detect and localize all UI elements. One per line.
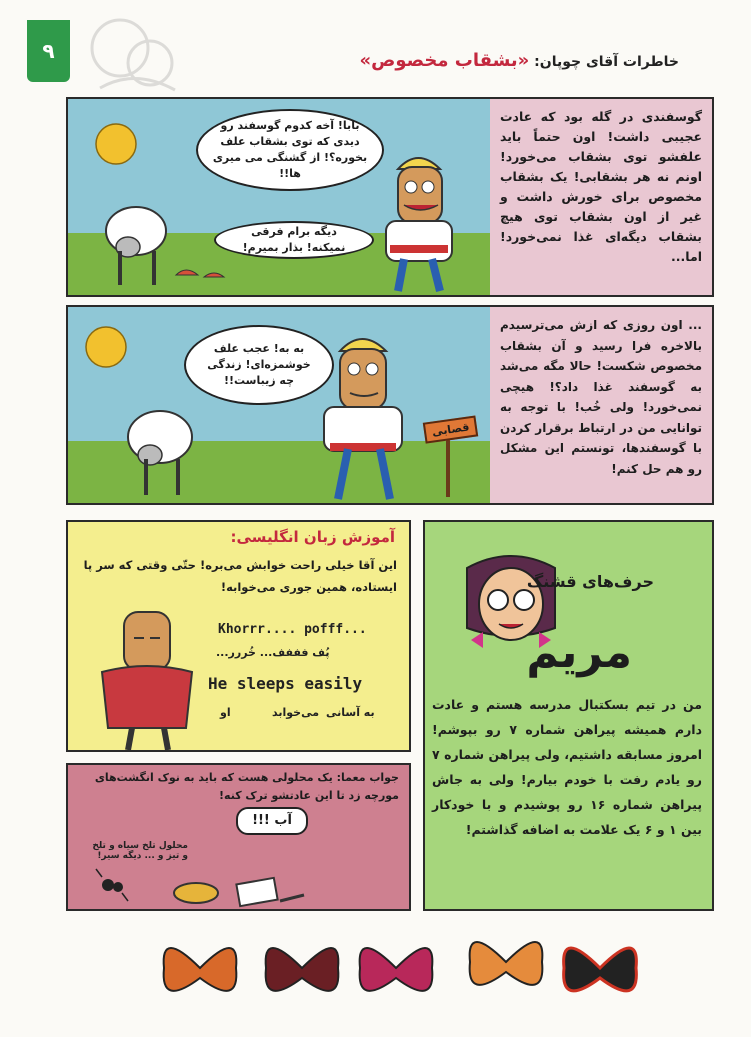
english-sentence: He sleeps easily xyxy=(208,674,363,693)
english-lesson-text: این آقا خیلی راحت خوابش می‌بره! حتّی وقتی که سر پا ایستاده، همین جوری می‌خوابه! xyxy=(83,558,397,594)
shepherd-icon xyxy=(324,339,402,499)
butcher-sign: قصابی xyxy=(423,415,479,443)
story-header xyxy=(360,50,679,74)
speech-bubble-shepherd: بابا! آخه کدوم گوسفند رو دیدی که توی بشقاب علف بخوره؟! از گشنگی می میری ها!! xyxy=(196,109,384,191)
riddle-answer-text: جواب معما: یک محلولی هست که باید به نوک انگشت‌های مورچه زد تا این عادتشو ترک کنه! xyxy=(94,771,399,802)
speech-bubble-ant: آب !!! xyxy=(236,807,308,835)
comic-strip-1 xyxy=(66,97,714,297)
page-number: ۹ xyxy=(27,20,70,82)
story-title: «بشقاب مخصوص» xyxy=(359,50,530,71)
ant-icon xyxy=(96,869,128,901)
broken-plate-icon xyxy=(176,270,224,277)
snore-english: Khorrr.... pofff... xyxy=(218,622,367,637)
strip2-scene xyxy=(68,307,492,503)
sun-icon xyxy=(96,124,136,164)
gloss-he: او xyxy=(220,706,231,719)
gloss-easily: به آسانی xyxy=(326,706,375,719)
riddle-art xyxy=(88,865,328,909)
english-lesson-title: آموزش زبان انگلیسی: xyxy=(230,528,395,546)
butterfly-icon xyxy=(564,948,637,991)
speech-bubble-sheep: دیگه برام فرقی نمیکنه! بذار بمیرم! xyxy=(214,221,374,259)
strip1-scene xyxy=(68,99,492,295)
beautiful-words-box xyxy=(423,520,714,911)
background-doodle xyxy=(80,8,190,98)
sun-icon xyxy=(86,327,126,367)
butterfly-icon xyxy=(470,942,543,985)
maryam-story: من در تیم بسکتبال مدرسه هستم و عادت دارم همیشه پیراهن شماره ۷ رو بپوشم! امروز مسابقه داشتیم، ولی پیراهن شماره ۷ رو یادم رفت با خودم بیارم! ولی به جاش پیراهن شماره ۱۶ رو پوشیدم و با خودکار بین ۱ و ۶ یک علامت به اضافه گذاشتم! xyxy=(432,697,703,837)
english-lesson-box xyxy=(66,520,411,752)
comic-strip-2 xyxy=(66,305,714,505)
author-name: مریم xyxy=(526,627,632,678)
sheep-icon xyxy=(106,207,166,285)
sleeping-man-icon xyxy=(88,602,208,752)
butterfly-icon xyxy=(360,948,433,991)
speech-bubble-sheep: به به! عجب علف خوشمزه‌ای! زندگی چه زیباست!! xyxy=(184,325,334,405)
header-prefix: خاطرات آقای چوپان: xyxy=(534,54,679,70)
strip2-narration: ... اون روزی که ازش می‌ترسیدم بالاخره فرا رسید و آن بشقاب مخصوص شکست! حالا مگه می‌شد به گوسفند غذا داد؟! هیچی نمی‌خورد! ولی خُب! با توجه به توانایی من در ارتباط برقرار کردن با گوسفندها، تونستم این مشکل رو هم حل کنم! xyxy=(490,307,712,503)
butterfly-icon xyxy=(164,948,237,991)
butterfly-decoration xyxy=(150,918,670,1018)
solution-label: محلول تلخ سیاه و تلخ و تیز و ... دیگه سیر! xyxy=(92,841,188,861)
strip1-narration: گوسفندی در گله بود که عادت عجیبی داشت! اون حتماً باید علفشو توی بشقاب می‌خورد! اونم نه هر بشقابی! یک بشقاب مخصوص برای خورش داشت و غیر از اون بشقاب توی هیچ بشقاب دیگه‌ای غذا نمی‌خورد! اما... xyxy=(490,99,712,295)
column-title: حرف‌های قشنگ xyxy=(526,572,654,591)
butterfly-icon xyxy=(266,948,339,991)
sheep-icon xyxy=(128,411,192,495)
shepherd-icon xyxy=(386,158,452,291)
snore-persian: پُف فففف... خُررر... xyxy=(216,646,330,659)
bowl-icon xyxy=(174,883,218,903)
riddle-box xyxy=(66,763,411,911)
notebook-icon xyxy=(236,878,304,906)
gloss-sleeps: می‌خوابد xyxy=(272,706,320,719)
